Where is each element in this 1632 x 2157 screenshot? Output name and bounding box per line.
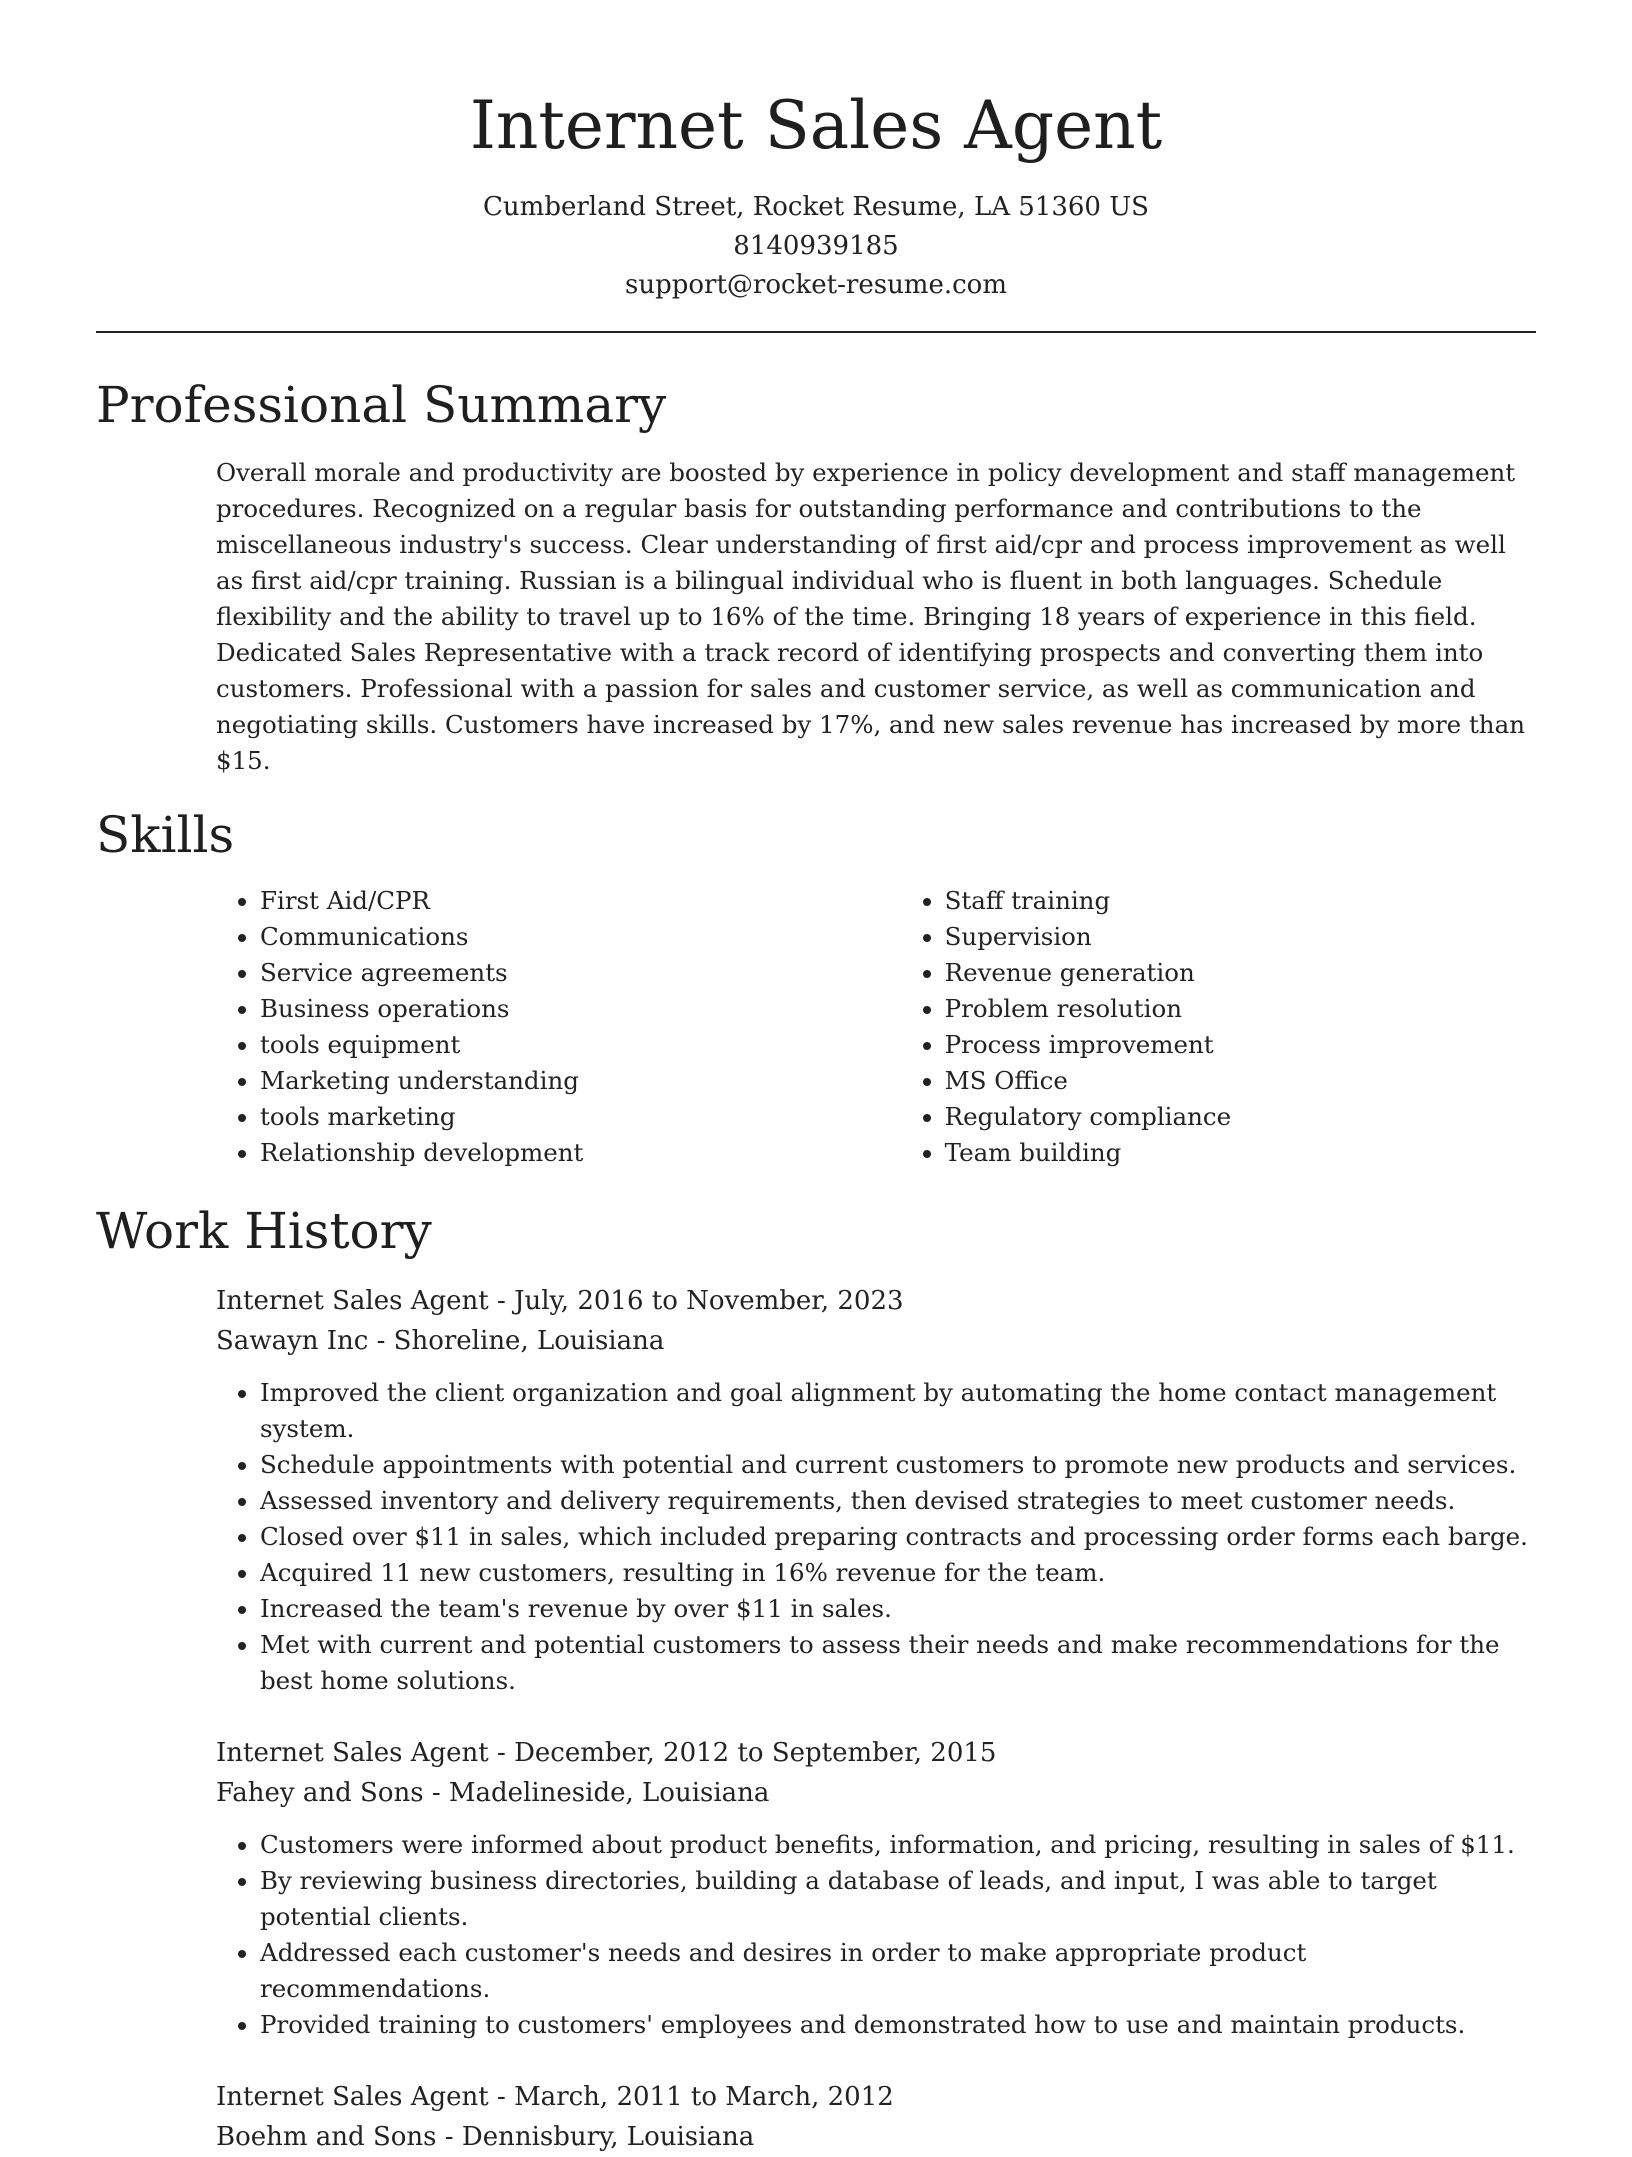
job-bullet: • By reviewing business directories, building a database of leads, and input, I was able to target potential clients.	[260, 1863, 1536, 1935]
skill-item: • MS Office	[945, 1063, 1536, 1099]
phone-number: 8140939185	[733, 231, 899, 261]
job-location: - Madelineside, Louisiana	[423, 1778, 770, 1808]
job-bullet: • Assessed inventory and delivery requirements, then devised strategies to meet customer needs.	[260, 1483, 1536, 1519]
job-location: - Dennisbury, Louisiana	[436, 2122, 755, 2152]
job-entry	[216, 2077, 1536, 2157]
skill-item: • Staff training	[945, 883, 1536, 919]
section-title-skills: Skills	[96, 806, 235, 864]
job-bullet: • Met with current and potential customers to assess their needs and make recommendations for the best home solutions.	[260, 1627, 1536, 1699]
job-bullet: • Schedule appointments with potential and current customers to promote new products and services.	[260, 1447, 1536, 1483]
job-role: Internet Sales Agent	[216, 1286, 489, 1316]
job-bullet: • Increased the team's revenue by over $11 in sales.	[260, 1591, 1536, 1627]
job-title-line	[216, 1733, 1536, 1773]
job-bullet: • Provided training to customers' employees and demonstrated how to use and maintain products.	[260, 2007, 1536, 2043]
job-bullet: • Customers were informed about product benefits, information, and pricing, resulting in sales of $11.	[260, 1827, 1536, 1863]
skill-item: • Problem resolution	[945, 991, 1536, 1027]
candidate-name: Internet Sales Agent	[469, 87, 1163, 164]
skill-item: • First Aid/CPR	[260, 883, 901, 919]
skills-column-right	[901, 883, 1536, 1171]
skill-item: • Revenue generation	[945, 955, 1536, 991]
job-dates: - December, 2012 to September, 2015	[488, 1738, 997, 1768]
address: Cumberland Street, Rocket Resume, LA 51360 US	[483, 192, 1149, 222]
section-title-summary: Professional Summary	[96, 376, 667, 434]
job-entry	[216, 1733, 1536, 2043]
skill-item: • Supervision	[945, 919, 1536, 955]
job-bullet: • Addressed each customer's needs and desires in order to make appropriate product recommendations.	[260, 1935, 1536, 2007]
header-divider	[96, 331, 1536, 333]
skill-item: • Communications	[260, 919, 901, 955]
job-dates: - July, 2016 to November, 2023	[488, 1286, 904, 1316]
job-location: - Shoreline, Louisiana	[368, 1326, 665, 1356]
job-dates: - March, 2011 to March, 2012	[488, 2082, 894, 2112]
skill-item: • Process improvement	[945, 1027, 1536, 1063]
summary-text: Overall morale and productivity are boosted by experience in policy development and staff management procedures. Recognized on a regular basis for outstanding performance and contributions to the miscellaneous industry's success. Clear understanding of first aid/cpr and process improvement as well as first aid/cpr training. Russian is a bilingual individual who is fluent in both languages. Schedule flexibility and the ability to travel up to 16% of the time. Bringing 18 years of experience in this field. Dedicated Sales Representative with a track record of identifying prospects and converting them into customers. Professional with a passion for sales and customer service, as well as communication and negotiating skills. Customers have increased by 17%, and new sales revenue has increased by more than $15.	[216, 458, 1525, 775]
job-company: Fahey and Sons	[216, 1778, 424, 1808]
skill-item: • tools equipment	[260, 1027, 901, 1063]
skill-item: • Service agreements	[260, 955, 901, 991]
job-company-line	[216, 1773, 1536, 1813]
skill-item: • Team building	[945, 1135, 1536, 1171]
skill-item: • Regulatory compliance	[945, 1099, 1536, 1135]
job-bullet: • Closed over $11 in sales, which included preparing contracts and processing order forms each barge.	[260, 1519, 1536, 1555]
job-bullet: • Improved the client organization and goal alignment by automating the home contact management system.	[260, 1375, 1536, 1447]
skills-column-left	[216, 883, 901, 1171]
skills-list	[216, 883, 1536, 1171]
email-address: support@rocket-resume.com	[624, 270, 1007, 300]
skill-item: • Business operations	[260, 991, 901, 1027]
section-title-work-history: Work History	[96, 1202, 432, 1260]
job-role: Internet Sales Agent	[216, 2082, 489, 2112]
resume-page	[96, 0, 1536, 2157]
job-company: Boehm and Sons	[216, 2122, 437, 2152]
job-title-line	[216, 1281, 1536, 1321]
job-bullet: • Acquired 11 new customers, resulting in 16% revenue for the team.	[260, 1555, 1536, 1591]
job-company-line	[216, 2117, 1536, 2157]
contact-info	[96, 188, 1536, 305]
skill-item: • Relationship development	[260, 1135, 901, 1171]
skill-item: • tools marketing	[260, 1099, 901, 1135]
job-bullets	[216, 1375, 1536, 1699]
skill-item: • Marketing understanding	[260, 1063, 901, 1099]
job-role: Internet Sales Agent	[216, 1738, 489, 1768]
job-company-line	[216, 1321, 1536, 1361]
resume-header	[96, 0, 1536, 305]
job-entry	[216, 1281, 1536, 1699]
job-bullets	[216, 1827, 1536, 2043]
job-title-line	[216, 2077, 1536, 2117]
job-company: Sawayn Inc	[216, 1326, 369, 1356]
